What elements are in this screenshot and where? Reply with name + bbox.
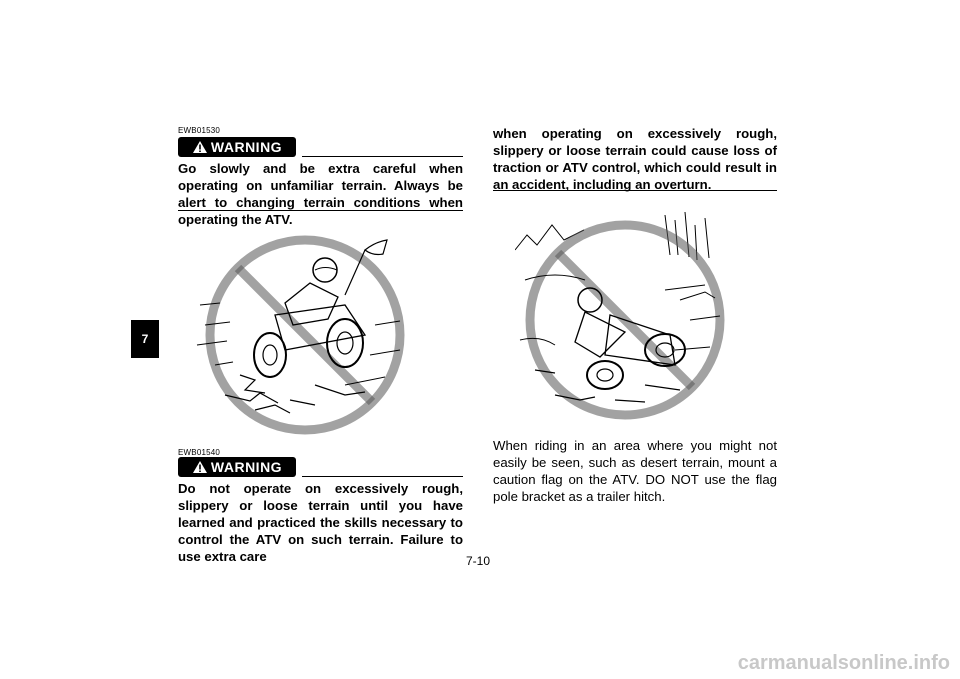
warning-text-1: Go slowly and be extra careful when operating on unfamiliar terrain. Always be alert to changing terrain conditions when operating the ATV. xyxy=(178,161,463,227)
warning-header-1 xyxy=(178,137,463,157)
warning-text-2: Do not operate on excessively rough, slippery or loose terrain until you have learned and practiced the skills necessary to control the ATV on such terrain. Failure to use extra care xyxy=(178,481,463,564)
warning-badge-1 xyxy=(178,137,296,157)
warning-code-1: EWB01530 xyxy=(178,126,221,135)
warning-label-2: WARNING xyxy=(210,459,283,475)
warning-end-rule-1 xyxy=(178,210,463,211)
warning-end-rule-2 xyxy=(493,190,777,191)
body-paragraph: When riding in an area where you might not easily be seen, such as desert terrain, mount a caution flag on the ATV. DO NOT use the flag pole bracket as a trailer hitch. xyxy=(493,438,777,504)
page-number: 7-10 xyxy=(466,554,491,568)
atv-slippery-terrain-illustration xyxy=(515,210,730,425)
warning-triangle-icon xyxy=(192,460,208,474)
warning-badge-2 xyxy=(178,457,296,477)
atv-rough-terrain-illustration xyxy=(195,225,410,440)
warning-rule-1 xyxy=(302,156,463,157)
warning-rule-2 xyxy=(302,476,463,477)
warning-code-2: EWB01540 xyxy=(178,448,221,457)
warning-header-2 xyxy=(178,457,463,477)
warning-text-2-continued: when operating on excessively rough, slippery or loose terrain could cause loss of traction or ATV control, which could result in an accident, including an overturn. xyxy=(493,126,777,192)
chapter-tab: 7 xyxy=(131,320,159,358)
warning-triangle-icon xyxy=(192,140,208,154)
warning-label-1: WARNING xyxy=(210,139,283,155)
watermark: carmanualsonline.info xyxy=(737,652,950,674)
